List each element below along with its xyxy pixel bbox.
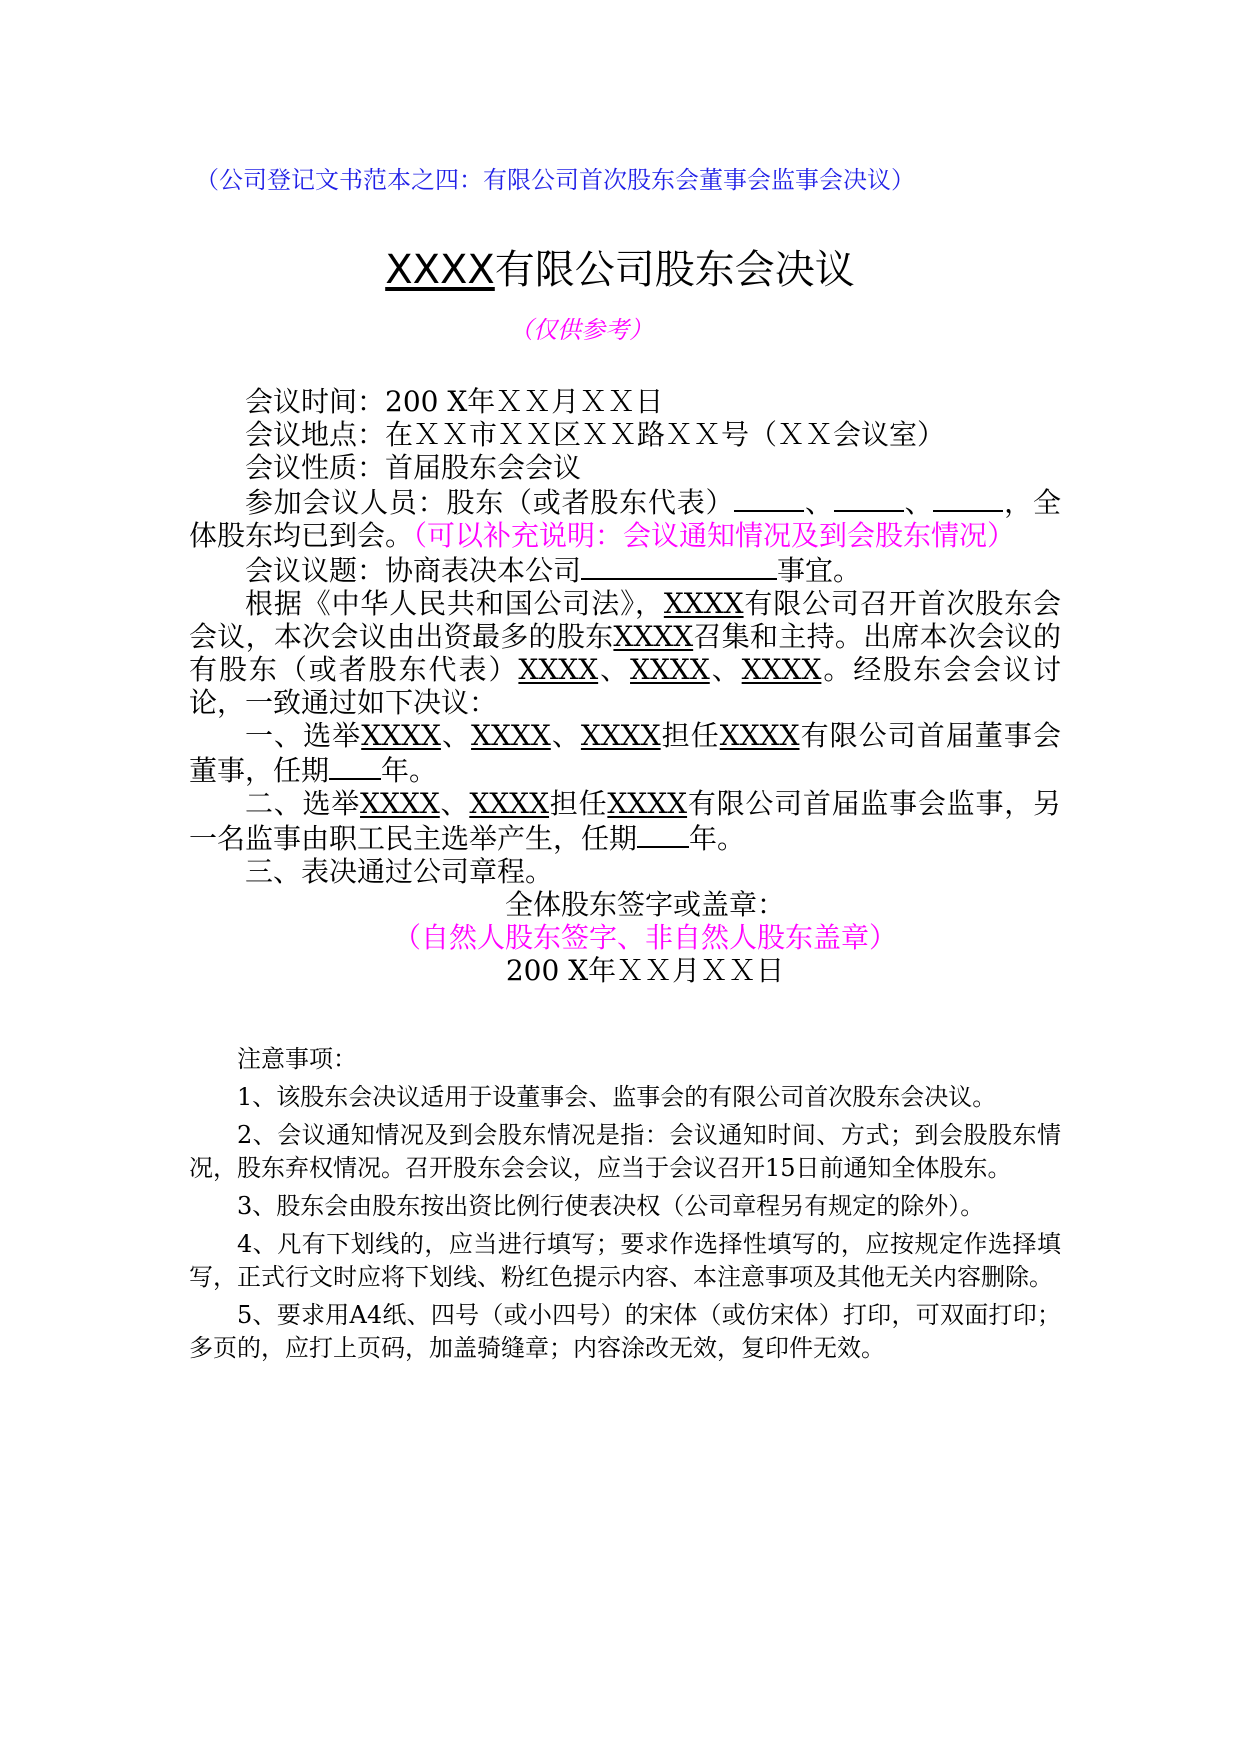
title-company-placeholder: XXXX [385, 247, 495, 293]
p1-text-d: 。经股东会会议讨论，一致通过如下决议： [189, 653, 1061, 719]
attendee-placeholder-2: XXXX [630, 653, 710, 686]
r2-sep-1: 、 [439, 787, 470, 820]
r1-text-a: 一、选举 [245, 719, 362, 752]
attendees-hint: （可以补充说明：会议通知情况及到会股东情况） [413, 519, 1016, 552]
topic-suffix: 事宜。 [777, 554, 862, 587]
signature-hint: （自然人股东签字、非自然人股东盖章） [392, 921, 897, 954]
note-item-1: 1、该股东会决议适用于设董事会、监事会的有限公司首次股东会决议。 [237, 1083, 997, 1111]
p1-sep-2: 、 [709, 653, 742, 686]
note-item-5: 5、要求用A4纸、四号（或小四号）的宋体（或仿宋体）打印，可双面打印；多页的，应打上页码，加盖骑缝章；内容涂改无效，复印件无效。 [189, 1301, 1061, 1362]
resolution-body [189, 385, 1061, 987]
supervisor-placeholder-2: XXXX [469, 787, 550, 820]
attendees-prefix: 参加会议人员：股东（或者股东代表） [245, 486, 735, 519]
r2-company-placeholder: XXXX [607, 787, 688, 820]
r2-text-d: 年。 [689, 822, 746, 855]
attendees-sep-2: 、 [903, 486, 934, 519]
resolution-2 [189, 787, 1061, 855]
meeting-nature: 会议性质：首届股东会会议 [245, 451, 582, 484]
p1-text-b: 有限公司召开首次股东会会议，本次会议由出资最多的股东 [189, 587, 1061, 653]
convener-placeholder: XXXX [613, 620, 694, 653]
meeting-place: 会议地点：在ＸＸ市ＸＸ区ＸＸ路ＸＸ号（ＸＸ会议室） [245, 418, 946, 451]
document-title [0, 238, 1240, 295]
note-item-4: 4、凡有下划线的，应当进行填写；要求作选择性填写的，应按规定作选择填写，正式行文时应将下划线、粉红色提示内容、本注意事项及其他无关内容删除。 [189, 1230, 1061, 1291]
r2-text-c: 有限公司首届监事会监事，另一名监事由职工民主选举产生，任期 [189, 787, 1061, 855]
r1-company-placeholder: XXXX [719, 719, 800, 752]
r1-text-c: 有限公司首届董事会董事，任期 [189, 719, 1061, 787]
r1-text-d: 年。 [381, 754, 438, 787]
attendee-blank-2[interactable] [834, 484, 904, 512]
r2-text-a: 二、选举 [245, 787, 361, 820]
meeting-time: 会议时间：200 X年ＸＸ月ＸＸ日 [245, 385, 664, 418]
title-text: 有限公司股东会决议 [494, 247, 855, 293]
director-placeholder-3: XXXX [580, 719, 661, 752]
p1-text-c: 召集和主持。出席本次会议的有股东（或者股东代表） [189, 620, 1061, 686]
note-item-2: 2、会议通知情况及到会股东情况是指：会议通知时间、方式；到会股股东情况，股东弃权情况。召开股东会会议，应当于会议召开15日前通知全体股东。 [189, 1121, 1061, 1182]
signature-date: 200 X年ＸＸ月ＸＸ日 [505, 954, 785, 987]
director-term-blank[interactable] [329, 752, 381, 780]
attendee-blank-1[interactable] [734, 484, 804, 512]
note-item-3: 3、股东会由股东按出资比例行使表决权（公司章程另有规定的除外）。 [237, 1192, 985, 1220]
supervisor-placeholder-1: XXXX [360, 787, 440, 820]
r1-text-b: 担任 [660, 719, 720, 752]
legal-basis-paragraph [189, 587, 1061, 719]
series-note: （公司登记文书范本之四：有限公司首次股东会董事会监事会决议） [195, 166, 915, 194]
meeting-attendees [189, 484, 1061, 552]
attendees-suffix: 全体股东均已到会。 [189, 486, 1061, 552]
attendees-sep-3: ， [1003, 486, 1033, 519]
resolution-1 [189, 719, 1061, 787]
attendees-sep-1: 、 [804, 486, 834, 519]
company-placeholder: XXXX [663, 587, 744, 620]
reference-only-note: （仅供参考） [509, 316, 653, 344]
supervisor-term-blank[interactable] [637, 820, 689, 848]
attendee-placeholder-1: XXXX [518, 653, 599, 686]
signature-label: 全体股东签字或盖章： [504, 888, 785, 921]
r1-sep-1: 、 [440, 719, 472, 752]
attendee-blank-3[interactable] [933, 484, 1003, 512]
director-placeholder-1: XXXX [361, 719, 441, 752]
resolution-3: 三、表决通过公司章程。 [245, 855, 554, 888]
director-placeholder-2: XXXX [471, 719, 551, 752]
r2-text-b: 担任 [549, 787, 608, 820]
notes-heading: 注意事项： [237, 1045, 357, 1073]
topic-blank[interactable] [581, 552, 777, 580]
p1-text-a: 根据《中华人民共和国公司法》， [245, 587, 664, 620]
r1-sep-2: 、 [550, 719, 581, 752]
p1-sep-1: 、 [598, 653, 631, 686]
topic-prefix: 会议议题：协商表决本公司 [245, 554, 582, 587]
attendee-placeholder-3: XXXX [741, 653, 822, 686]
meeting-topic [189, 552, 1061, 587]
notes-section [189, 1043, 1061, 1365]
